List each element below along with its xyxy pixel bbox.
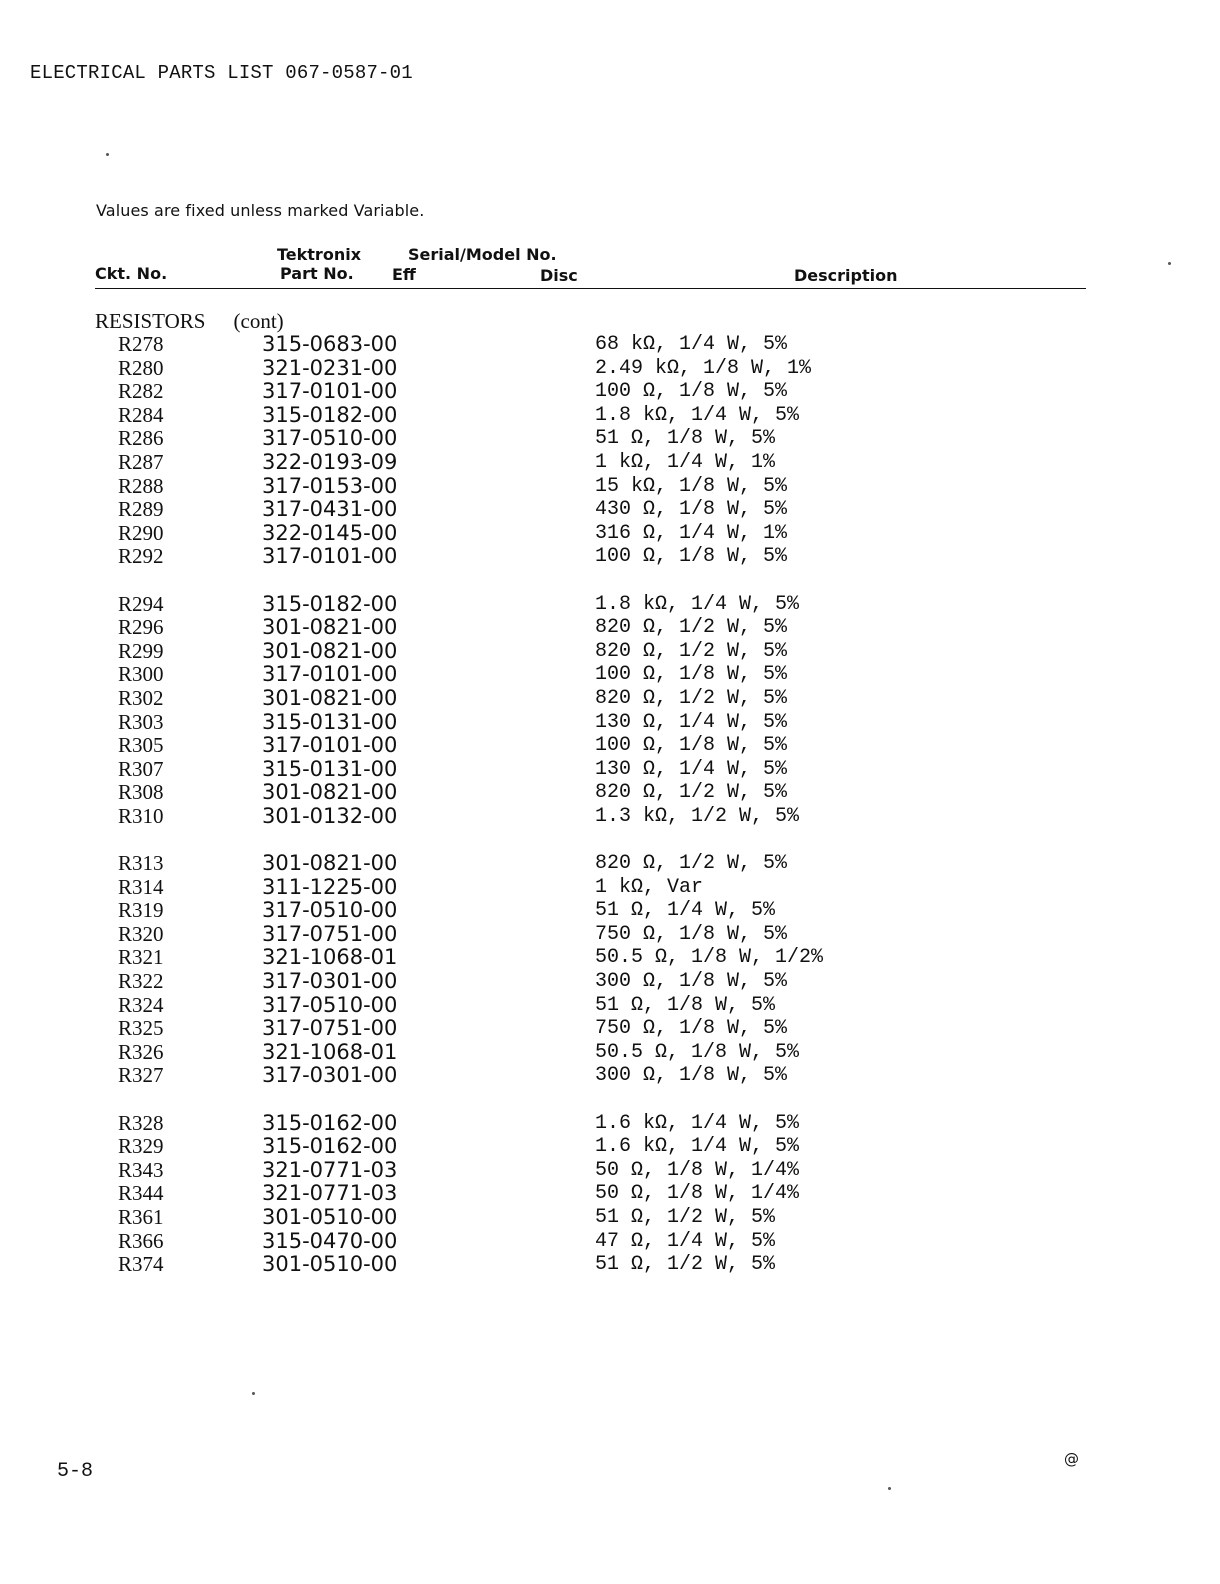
header-tektronix: Tektronix: [277, 245, 362, 264]
description-cell: 750 Ω, 1/8 W, 5%: [595, 922, 788, 946]
table-row: [0, 380, 1220, 404]
table-row: [0, 687, 1220, 711]
part-no-cell: 317-0101-00: [262, 379, 398, 404]
table-row: [0, 758, 1220, 782]
description-cell: 51 Ω, 1/8 W, 5%: [595, 427, 776, 451]
table-row: [0, 994, 1220, 1018]
ckt-no-cell: R324: [118, 992, 164, 1017]
description-cell: 47 Ω, 1/4 W, 5%: [595, 1229, 776, 1253]
ckt-no-cell: R287: [118, 449, 164, 474]
ckt-no-cell: R361: [118, 1204, 164, 1229]
description-cell: 15 kΩ, 1/8 W, 5%: [595, 474, 788, 498]
part-no-cell: 301-0821-00: [262, 615, 398, 640]
description-cell: 1.8 kΩ, 1/4 W, 5%: [595, 592, 800, 616]
header-ckt-no: Ckt. No.: [95, 264, 168, 283]
table-row: [0, 781, 1220, 805]
table-row: [0, 1112, 1220, 1136]
ckt-no-cell: R308: [118, 780, 164, 805]
description-cell: 51 Ω, 1/2 W, 5%: [595, 1253, 776, 1277]
description-cell: 300 Ω, 1/8 W, 5%: [595, 970, 788, 994]
parts-group: [0, 593, 1220, 829]
part-no-cell: 317-0301-00: [262, 1063, 398, 1088]
scan-speck: [106, 153, 109, 156]
table-row: [0, 899, 1220, 923]
parts-group: [0, 333, 1220, 569]
description-cell: 2.49 kΩ, 1/8 W, 1%: [595, 356, 812, 380]
description-cell: 100 Ω, 1/8 W, 5%: [595, 380, 788, 404]
ckt-no-cell: R313: [118, 851, 164, 876]
ckt-no-cell: R286: [118, 426, 164, 451]
description-cell: 820 Ω, 1/2 W, 5%: [595, 852, 788, 876]
table-row: [0, 545, 1220, 569]
scan-speck: [252, 1392, 255, 1395]
table-row: [0, 357, 1220, 381]
table-row: [0, 333, 1220, 357]
part-no-cell: 301-0510-00: [262, 1204, 398, 1229]
table-row: [0, 1135, 1220, 1159]
ckt-no-cell: R325: [118, 1016, 164, 1041]
page-title: ELECTRICAL PARTS LIST 067-0587-01: [30, 62, 413, 84]
ckt-no-cell: R307: [118, 756, 164, 781]
header-rule: [95, 288, 1086, 289]
part-no-cell: 322-0193-09: [262, 449, 398, 474]
table-row: [0, 1017, 1220, 1041]
part-no-cell: 301-0132-00: [262, 803, 398, 828]
part-no-cell: 315-0683-00: [262, 332, 398, 356]
description-cell: 51 Ω, 1/2 W, 5%: [595, 1205, 776, 1229]
part-no-cell: 315-0131-00: [262, 756, 398, 781]
description-cell: 316 Ω, 1/4 W, 1%: [595, 521, 788, 545]
description-cell: 100 Ω, 1/8 W, 5%: [595, 734, 788, 758]
part-no-cell: 315-0131-00: [262, 709, 398, 734]
ckt-no-cell: R310: [118, 803, 164, 828]
description-cell: 100 Ω, 1/8 W, 5%: [595, 545, 788, 569]
description-cell: 430 Ω, 1/8 W, 5%: [595, 498, 788, 522]
description-cell: 130 Ω, 1/4 W, 5%: [595, 710, 788, 734]
table-row: [0, 1253, 1220, 1277]
part-no-cell: 317-0510-00: [262, 898, 398, 923]
header-eff: Eff: [392, 265, 416, 284]
part-no-cell: 317-0751-00: [262, 1016, 398, 1041]
ckt-no-cell: R328: [118, 1110, 164, 1135]
table-row: [0, 1206, 1220, 1230]
table-row: [0, 663, 1220, 687]
scan-speck: [1168, 262, 1171, 265]
description-cell: 1.8 kΩ, 1/4 W, 5%: [595, 403, 800, 427]
description-cell: 820 Ω, 1/2 W, 5%: [595, 639, 788, 663]
description-cell: 50 Ω, 1/8 W, 1/4%: [595, 1158, 800, 1182]
ckt-no-cell: R296: [118, 615, 164, 640]
ckt-no-cell: R282: [118, 379, 164, 404]
table-row: [0, 404, 1220, 428]
table-row: [0, 805, 1220, 829]
table-row: [0, 734, 1220, 758]
part-no-cell: 315-0162-00: [262, 1134, 398, 1159]
table-row: [0, 876, 1220, 900]
ckt-no-cell: R294: [118, 591, 164, 616]
page-number: 5-8: [57, 1460, 94, 1483]
part-no-cell: 321-0771-03: [262, 1157, 398, 1182]
ckt-no-cell: R319: [118, 898, 164, 923]
table-row: [0, 451, 1220, 475]
table-row: [0, 427, 1220, 451]
ckt-no-cell: R329: [118, 1134, 164, 1159]
parts-group: [0, 1112, 1220, 1277]
part-no-cell: 321-1068-01: [262, 945, 398, 970]
part-no-cell: 301-0821-00: [262, 638, 398, 663]
ckt-no-cell: R289: [118, 497, 164, 522]
part-no-cell: 317-0431-00: [262, 497, 398, 522]
ckt-no-cell: R299: [118, 638, 164, 663]
part-no-cell: 301-0510-00: [262, 1252, 398, 1277]
description-cell: 51 Ω, 1/8 W, 5%: [595, 993, 776, 1017]
copyright-mark: @: [1064, 1450, 1079, 1468]
header-disc: Disc: [540, 266, 578, 285]
table-row: [0, 498, 1220, 522]
part-no-cell: 317-0101-00: [262, 544, 398, 569]
table-row: [0, 1182, 1220, 1206]
part-no-cell: 317-0510-00: [262, 992, 398, 1017]
scan-speck: [888, 1487, 891, 1490]
section-name: RESISTORS: [95, 309, 206, 333]
values-note: Values are fixed unless marked Variable.: [96, 201, 425, 220]
part-no-cell: 322-0145-00: [262, 520, 398, 545]
part-no-cell: 301-0821-00: [262, 685, 398, 710]
table-row: [0, 522, 1220, 546]
description-cell: 820 Ω, 1/2 W, 5%: [595, 686, 788, 710]
ckt-no-cell: R366: [118, 1228, 164, 1253]
ckt-no-cell: R292: [118, 544, 164, 569]
table-row: [0, 1230, 1220, 1254]
table-row: [0, 616, 1220, 640]
parts-group: [0, 852, 1220, 1088]
table-row: [0, 923, 1220, 947]
ckt-no-cell: R374: [118, 1252, 164, 1277]
part-no-cell: 317-0101-00: [262, 733, 398, 758]
description-cell: 68 kΩ, 1/4 W, 5%: [595, 333, 788, 356]
description-cell: 51 Ω, 1/4 W, 5%: [595, 899, 776, 923]
table-row: [0, 1064, 1220, 1088]
ckt-no-cell: R326: [118, 1039, 164, 1064]
table-row: [0, 711, 1220, 735]
part-no-cell: 321-1068-01: [262, 1039, 398, 1064]
table-row: [0, 640, 1220, 664]
ckt-no-cell: R300: [118, 662, 164, 687]
table-row: [0, 1041, 1220, 1065]
ckt-no-cell: R305: [118, 733, 164, 758]
ckt-no-cell: R290: [118, 520, 164, 545]
description-cell: 1 kΩ, 1/4 W, 1%: [595, 450, 776, 474]
header-serial-model: Serial/Model No.: [408, 245, 557, 264]
ckt-no-cell: R322: [118, 969, 164, 994]
part-no-cell: 317-0510-00: [262, 426, 398, 451]
ckt-no-cell: R284: [118, 402, 164, 427]
part-no-cell: 315-0182-00: [262, 402, 398, 427]
description-cell: 750 Ω, 1/8 W, 5%: [595, 1017, 788, 1041]
part-no-cell: 317-0301-00: [262, 969, 398, 994]
ckt-no-cell: R320: [118, 921, 164, 946]
ckt-no-cell: R344: [118, 1181, 164, 1206]
description-cell: 130 Ω, 1/4 W, 5%: [595, 757, 788, 781]
ckt-no-cell: R278: [118, 332, 164, 356]
ckt-no-cell: R303: [118, 709, 164, 734]
description-cell: 300 Ω, 1/8 W, 5%: [595, 1064, 788, 1088]
description-cell: 50.5 Ω, 1/8 W, 5%: [595, 1040, 800, 1064]
table-row: [0, 475, 1220, 499]
part-no-cell: 301-0821-00: [262, 780, 398, 805]
table-row: [0, 946, 1220, 970]
part-no-cell: 301-0821-00: [262, 851, 398, 876]
ckt-no-cell: R280: [118, 355, 164, 380]
header-description: Description: [794, 266, 898, 285]
table-row: [0, 593, 1220, 617]
part-no-cell: 317-0101-00: [262, 662, 398, 687]
description-cell: 820 Ω, 1/2 W, 5%: [595, 616, 788, 640]
ckt-no-cell: R343: [118, 1157, 164, 1182]
section-cont: (cont): [233, 309, 284, 333]
part-no-cell: 321-0231-00: [262, 355, 398, 380]
description-cell: 820 Ω, 1/2 W, 5%: [595, 781, 788, 805]
ckt-no-cell: R314: [118, 874, 164, 899]
description-cell: 1.3 kΩ, 1/2 W, 5%: [595, 804, 800, 828]
description-cell: 1 kΩ, Var: [595, 875, 704, 899]
part-no-cell: 315-0470-00: [262, 1228, 398, 1253]
header-part-no: Part No.: [280, 264, 354, 283]
part-no-cell: 321-0771-03: [262, 1181, 398, 1206]
section-heading: [95, 309, 284, 334]
part-no-cell: 315-0162-00: [262, 1110, 398, 1135]
table-row: [0, 852, 1220, 876]
parts-table: [0, 333, 1220, 1300]
description-cell: 1.6 kΩ, 1/4 W, 5%: [595, 1135, 800, 1159]
ckt-no-cell: R302: [118, 685, 164, 710]
table-row: [0, 970, 1220, 994]
table-row: [0, 1159, 1220, 1183]
part-no-cell: 317-0751-00: [262, 921, 398, 946]
description-cell: 1.6 kΩ, 1/4 W, 5%: [595, 1111, 800, 1135]
ckt-no-cell: R327: [118, 1063, 164, 1088]
description-cell: 50.5 Ω, 1/8 W, 1/2%: [595, 946, 824, 970]
ckt-no-cell: R288: [118, 473, 164, 498]
description-cell: 50 Ω, 1/8 W, 1/4%: [595, 1182, 800, 1206]
part-no-cell: 317-0153-00: [262, 473, 398, 498]
part-no-cell: 315-0182-00: [262, 591, 398, 616]
description-cell: 100 Ω, 1/8 W, 5%: [595, 663, 788, 687]
part-no-cell: 311-1225-00: [262, 874, 398, 899]
ckt-no-cell: R321: [118, 945, 164, 970]
